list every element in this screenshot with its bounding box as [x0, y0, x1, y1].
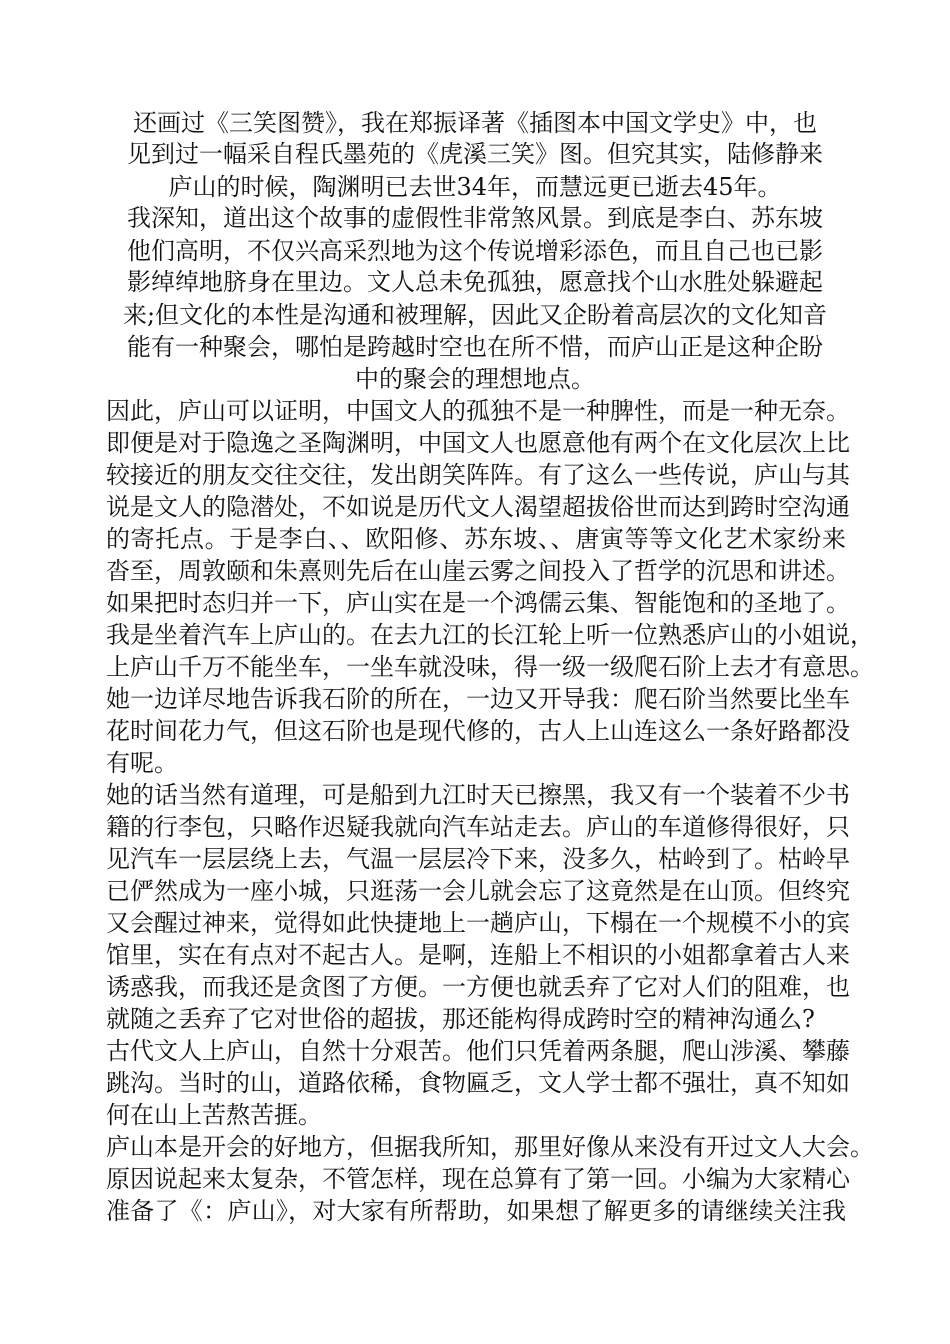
paragraph-line: 庐山本是开会的好地方，但据我所知，那里好像从来没有开过文人大会。 [106, 1133, 874, 1161]
intro-line: 中的聚会的理想地点。 [355, 365, 595, 393]
intro-line: 我深知，道出这个故事的虚假性非常煞风景。到底是李白、苏东坡 [127, 204, 823, 232]
paragraph-line: 的寄托点。于是李白、、欧阳修、苏东坡、、唐寅等等文化艺术家纷来 [106, 525, 846, 553]
intro-line: 能有一种聚会，哪怕是跨越时空也在所不惜，而庐山正是这种企盼 [127, 333, 823, 361]
paragraph-line: 因此，庐山可以证明，中国文人的孤独不是一种脾性，而是一种无奈。 [106, 397, 850, 425]
intro-line: 还画过《三笑图赞》，我在郑振译著《插图本中国文学史》中，也 [133, 109, 817, 137]
paragraph-line: 沓至，周敦颐和朱熹则先后在山崖云雾之间投入了哲学的沉思和讲述。 [106, 557, 850, 585]
paragraph-line: 花时间花力气，但这石阶也是现代修的，古人上山连这么一条好路都没 [106, 717, 850, 745]
intro-line: 庐山的时候，陶渊明已去世34年，而慧远更已逝去45年。 [168, 173, 782, 201]
paragraph-line: 有呢。 [106, 749, 178, 777]
paragraph-line: 馆里，实在有点对不起古人。是啊，连船上不相识的小姐都拿着古人来 [106, 941, 850, 969]
paragraph-line: 见汽车一层层绕上去，气温一层层冷下来，没多久，枯岭到了。枯岭早 [106, 845, 850, 873]
paragraph-line: 上庐山千万不能坐车，一坐车就没味，得一级一级爬石阶上去才有意思。 [106, 653, 874, 681]
paragraph-line: 她一边详尽地告诉我石阶的所在，一边又开导我：爬石阶当然要比坐车 [106, 685, 850, 713]
intro-line: 见到过一幅采自程氏墨苑的《虎溪三笑》图。但究其实，陆修静来 [127, 140, 823, 168]
paragraph-line: 已俨然成为一座小城，只逛荡一会儿就会忘了这竟然是在山顶。但终究 [106, 877, 850, 905]
paragraph-line: 诱惑我，而我还是贪图了方便。一方便也就丢弃了它对人们的阻难，也 [106, 973, 850, 1001]
paragraph-line: 说是文人的隐潜处，不如说是历代文人渴望超拔俗世而达到跨时空沟通 [106, 493, 850, 521]
paragraph-line: 如果把时态归并一下，庐山实在是一个鸿儒云集、智能饱和的圣地了。 [106, 589, 850, 617]
paragraph-line: 跳沟。当时的山，道路依稀，食物匾乏，文人学士都不强壮，真不知如 [106, 1069, 850, 1097]
paragraph-line: 何在山上苦熬苦捱。 [106, 1101, 322, 1129]
intro-line: 他们高明，不仅兴高采烈地为这个传说增彩添色，而且自己也已影 [127, 237, 823, 265]
paragraph-line: 原因说起来太复杂，不管怎样，现在总算有了第一回。小编为大家精心 [106, 1165, 850, 1193]
paragraph-line: 准备了《：庐山》，对大家有所帮助，如果想了解更多的请继续关注我 [106, 1197, 846, 1225]
paragraph-line: 又会醒过神来，觉得如此快捷地上一趟庐山，下榻在一个规模不小的宾 [106, 909, 850, 937]
paragraph-line: 我是坐着汽车上庐山的。在去九江的长江轮上听一位熟悉庐山的小姐说， [106, 621, 874, 649]
intro-line: 影绰绰地脐身在里边。文人总未免孤独，愿意找个山水胜处躲避起 [127, 268, 823, 296]
paragraph-line: 即便是对于隐逸之圣陶渊明，中国文人也愿意他有两个在文化层次上比 [106, 429, 850, 457]
paragraph-line: 籍的行李包，只略作迟疑我就向汽车站走去。庐山的车道修得很好，只 [106, 813, 850, 841]
intro-line: 来;但文化的本性是沟通和被理解，因此又企盼着高层次的文化知音 [122, 301, 828, 329]
paragraph-line: 较接近的朋友交往交往，发出朗笑阵阵。有了这么一些传说，庐山与其 [106, 461, 850, 489]
paragraph-line: 古代文人上庐山，自然十分艰苦。他们只凭着两条腿，爬山涉溪、攀藤 [106, 1037, 850, 1065]
paragraph-line: 就随之丢弃了它对世俗的超拔，那还能构得成跨时空的精神沟通么? [106, 1005, 815, 1033]
paragraph-line: 她的话当然有道理，可是船到九江时天已擦黑，我又有一个装着不少书 [106, 781, 850, 809]
